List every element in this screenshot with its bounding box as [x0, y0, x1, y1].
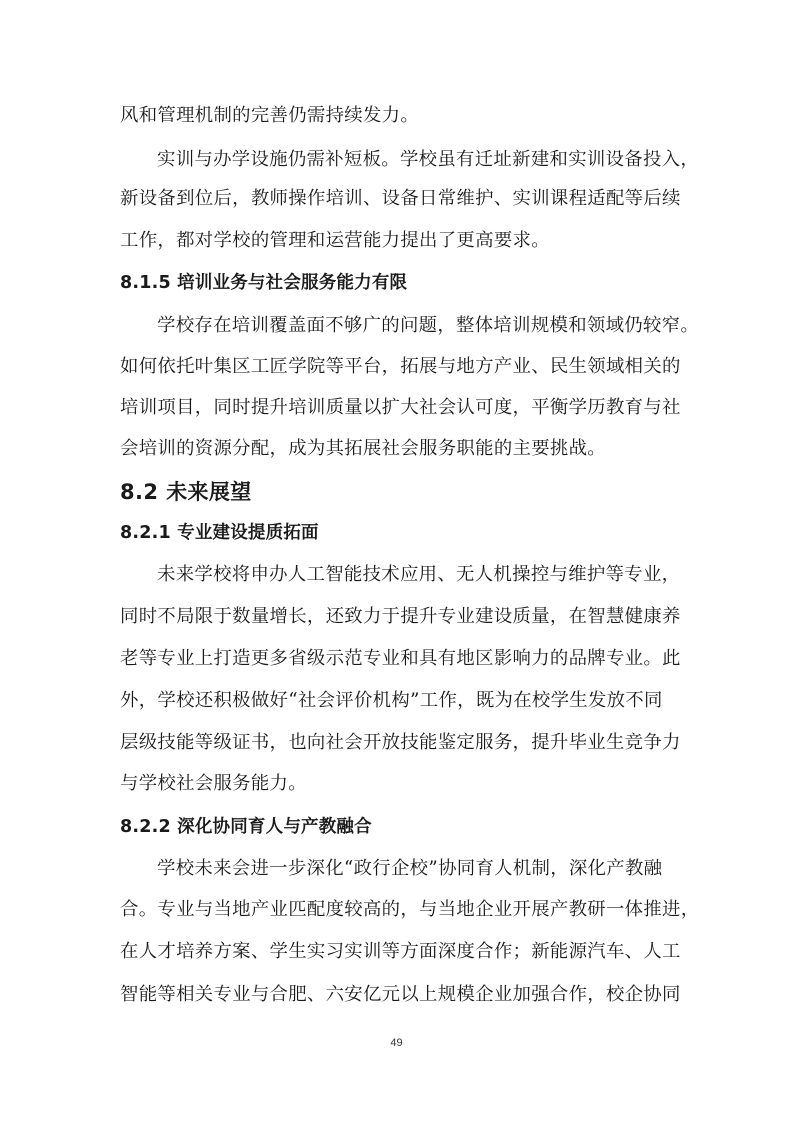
paragraph-line: 风和管理机制的完善仍需持续发力。 — [120, 105, 420, 126]
page-number: 49 — [390, 1037, 403, 1049]
section-heading-8-1-5: 8.1.5 培训业务与社会服务能力有限 — [120, 273, 408, 293]
paragraph-line: 新设备到位后，教师操作培训、设备日常维护、实训课程适配等后续 — [120, 188, 681, 209]
paragraph-line: 如何依托叶集区工匠学院等平台，拓展与地方产业、民生领域相关的 — [120, 356, 681, 377]
paragraph-line: 培训项目，同时提升培训质量以扩大社会认可度，平衡学历教育与社 — [120, 397, 681, 418]
paragraph-line: 外，学校还积极做好“社会评价机构”工作，既为在校学生发放不同 — [120, 690, 663, 711]
section-heading-8-2: 8.2 未来展望 — [120, 480, 252, 504]
paragraph-line: 老等专业上打造更多省级示范专业和具有地区影响力的品牌专业。此 — [120, 648, 681, 669]
paragraph-line: 同时不局限于数量增长，还致力于提升专业建设质量，在智慧健康养 — [120, 606, 681, 627]
section-heading-8-2-1: 8.2.1 专业建设提质拓面 — [120, 523, 319, 543]
paragraph-line: 工作，都对学校的管理和运营能力提出了更高要求。 — [120, 230, 550, 251]
paragraph-line: 实训与办学设施仍需补短板。学校虽有迁址新建和实训设备投入， — [157, 149, 700, 170]
paragraph-line: 智能等相关专业与合肥、六安亿元以上规模企业加强合作，校企协同 — [120, 984, 681, 1005]
paragraph-line: 学校存在培训覆盖面不够广的问题，整体培训规模和领域仍较窄。 — [157, 315, 700, 336]
paragraph-line: 学校未来会进一步深化“政行企校”协同育人机制，深化产教融 — [157, 858, 663, 879]
section-heading-8-2-2: 8.2.2 深化协同育人与产教融合 — [120, 817, 372, 837]
paragraph-line: 层级技能等级证书，也向社会开放技能鉴定服务，提升毕业生竞争力 — [120, 732, 681, 753]
paragraph-line: 未来学校将申办人工智能技术应用、无人机操控与维护等专业， — [157, 564, 681, 585]
paragraph-line: 与学校社会服务能力。 — [120, 773, 307, 794]
paragraph-line: 会培训的资源分配，成为其拓展社会服务职能的主要挑战。 — [120, 438, 606, 459]
paragraph-line: 在人才培养方案、学生实习实训等方面深度合作；新能源汽车、人工 — [120, 941, 681, 962]
paragraph-line: 合。专业与当地产业匹配度较高的，与当地企业开展产教研一体推进， — [120, 899, 700, 920]
